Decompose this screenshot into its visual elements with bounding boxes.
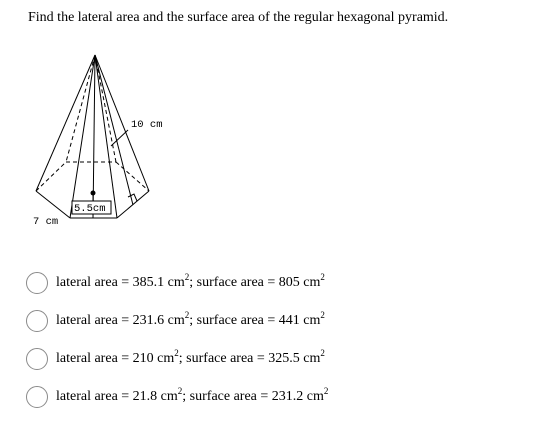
answer-choice[interactable] [26,264,328,302]
radio-button[interactable] [26,348,48,370]
radio-button[interactable] [26,310,48,332]
question-text: Find the lateral area and the surface area of the regular hexagonal pyramid. [28,10,449,25]
choice-text: lateral area = 210 $cm^2$; surface area = 325.5 $cm^2$ [56,348,325,366]
base-edge [36,191,70,218]
answer-choice[interactable] [26,340,328,378]
hidden-base-edge [116,162,149,191]
apothem-label: 5.5cm [74,203,106,215]
choice-text: lateral area = 231.6 $cm^2$; surface area = 441 $cm^2$ [56,310,325,328]
choice-text: lateral area = 385.1 $cm^2$; surface area = 805 $cm^2$ [56,272,325,290]
base-center-point [91,191,96,196]
hidden-lateral-edge [66,55,95,162]
slant-height-label: 10 cm [131,119,163,131]
label-leader [111,130,128,146]
hidden-lateral-edge [95,55,116,162]
radio-button[interactable] [26,386,48,408]
lateral-edge [95,55,117,218]
answer-choices [26,264,328,416]
side-length-label: 7 cm [33,216,59,228]
choice-text: lateral area = 21.8 $cm^2$; surface area = 231.2 $cm^2$ [56,386,329,404]
hidden-base-edge [36,162,66,191]
right-angle-mark [128,194,137,201]
lateral-edge [36,55,95,191]
radio-button[interactable] [26,272,48,294]
answer-choice[interactable] [26,302,328,340]
answer-choice[interactable] [26,378,328,416]
